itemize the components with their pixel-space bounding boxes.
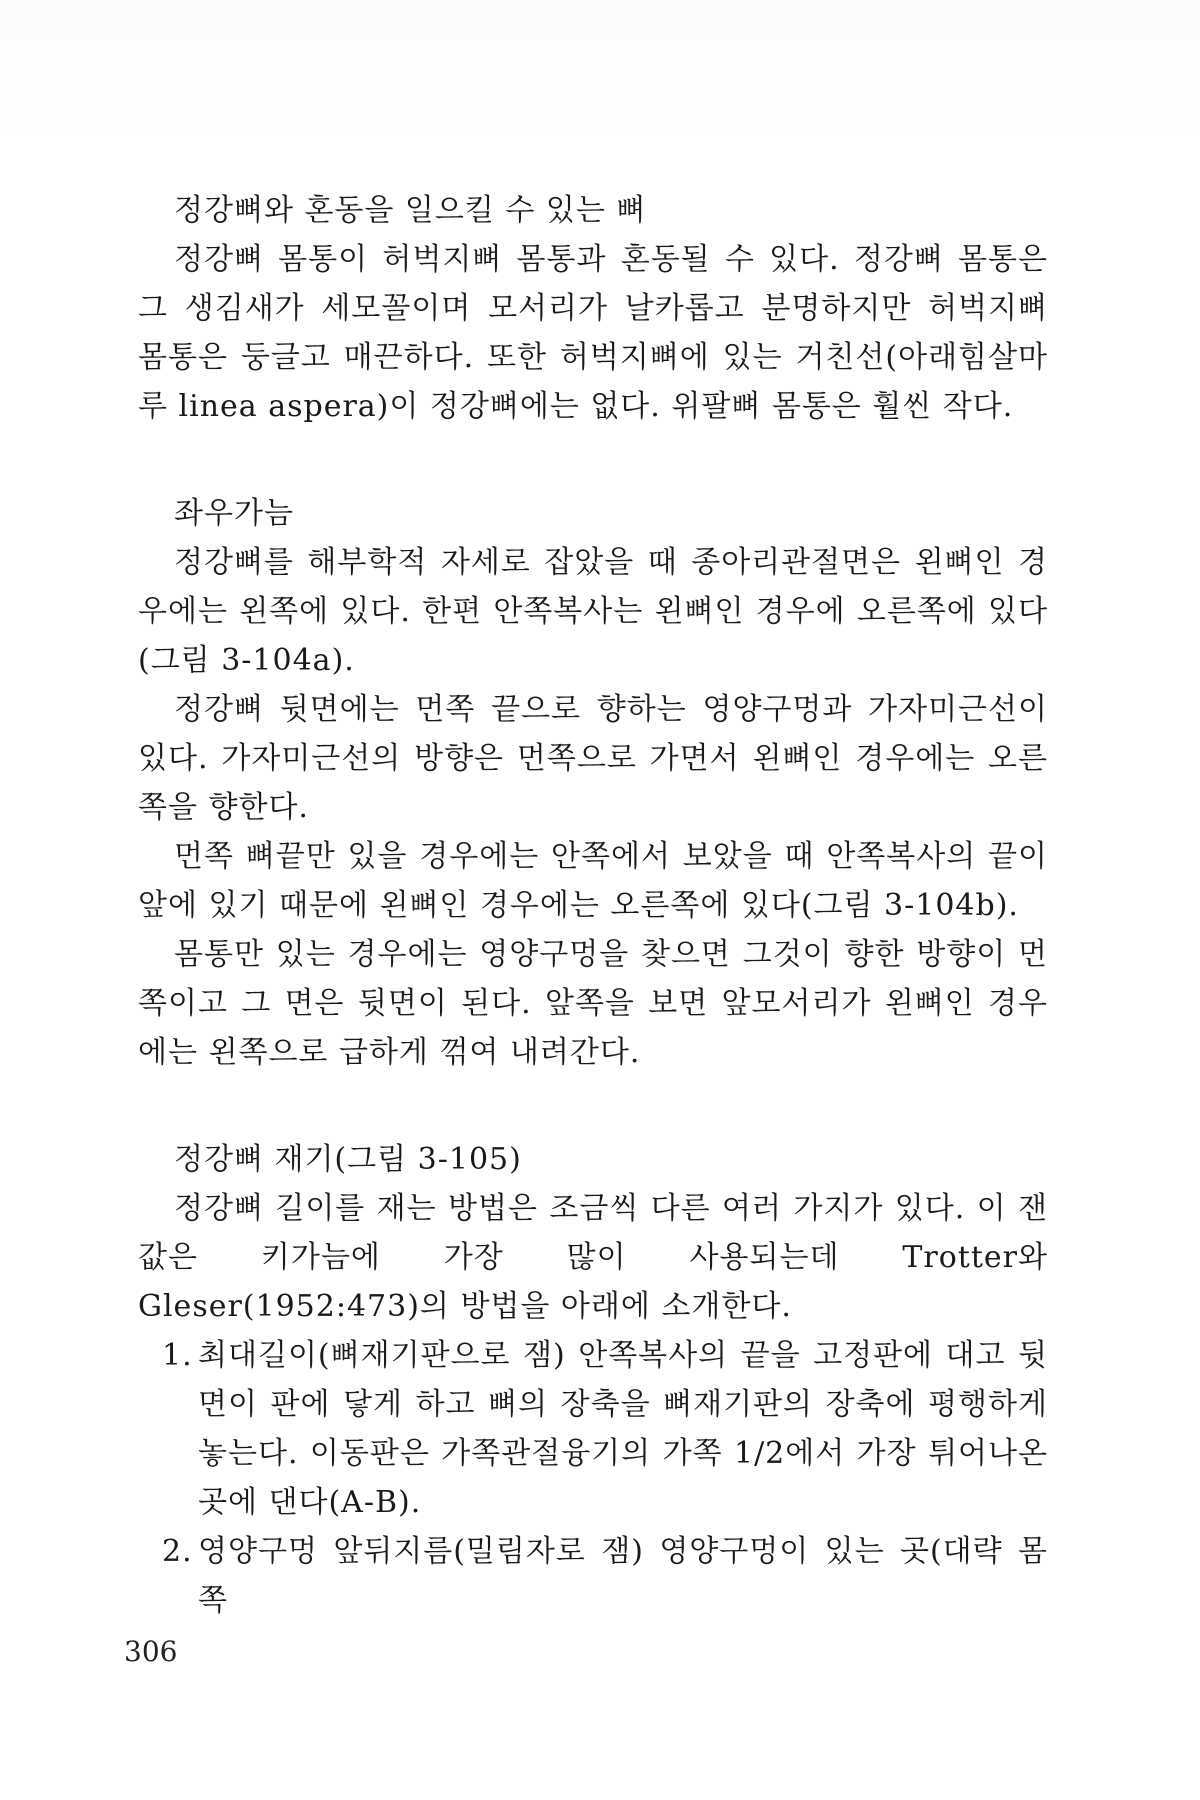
list-item bbox=[138, 1331, 1048, 1527]
list-item-number: 2. bbox=[162, 1534, 193, 1569]
list-item-text: 영양구멍 앞뒤지름(밀림자로 잼) 영양구멍이 있는 곳(대략 몸쪽 bbox=[198, 1534, 1048, 1618]
section-gap bbox=[138, 1077, 1048, 1135]
paragraph: 정강뼈 길이를 재는 방법은 조금씩 다른 여러 가지가 있다. 이 잰 값은 키가늠에 가장 많이 사용되는데 Trotter와 Gleser(1952:473)의 방법을 아래에 소개한다. bbox=[138, 1191, 1048, 1324]
page-content bbox=[138, 186, 1048, 1625]
list-item-text: 최대길이(뼈재기판으로 잼) 안쪽복사의 끝을 고정판에 대고 뒷면이 판에 닿게 하고 뼈의 장축을 뼈재기판의 장축에 평행하게 놓는다. 이동판은 가쪽관절융기의 가쪽 1/2에서 가장 튀어나온 곳에 댄다(A-B). bbox=[198, 1338, 1048, 1520]
list-item-number: 1. bbox=[162, 1338, 193, 1373]
paragraph: 정강뼈 몸통이 허벅지뼈 몸통과 혼동될 수 있다. 정강뼈 몸통은 그 생김새가 세모꼴이며 모서리가 날카롭고 분명하지만 허벅지뼈 몸통은 둥글고 매끈하다. 또한 허벅지뼈에 있는 거친선(아래힘살마루 linea aspera)이 정강뼈에는 없다. 위팔뼈 몸통은 훨씬 작다. bbox=[138, 242, 1048, 424]
paragraph: 정강뼈를 해부학적 자세로 잡았을 때 종아리관절면은 왼뼈인 경우에는 왼쪽에 있다. 한편 안쪽복사는 왼뼈인 경우에 오른쪽에 있다(그림 3-104a). bbox=[138, 545, 1048, 678]
measurement-list bbox=[138, 1331, 1048, 1625]
page-number: 306 bbox=[124, 1635, 178, 1668]
list-item bbox=[138, 1527, 1048, 1625]
section-heading-tibia-measurement: 정강뼈 재기(그림 3-105) bbox=[174, 1142, 522, 1177]
paragraph: 먼쪽 뼈끝만 있을 경우에는 안쪽에서 보았을 때 안쪽복사의 끝이 앞에 있기 때문에 왼뼈인 경우에는 오른쪽에 있다(그림 3-104b). bbox=[138, 839, 1048, 923]
paragraph: 정강뼈 뒷면에는 먼쪽 끝으로 향하는 영양구멍과 가자미근선이 있다. 가자미근선의 방향은 먼쪽으로 가면서 왼뼈인 경우에는 오른쪽을 향한다. bbox=[138, 692, 1048, 825]
section-heading-side-determination: 좌우가늠 bbox=[174, 496, 294, 531]
section-gap bbox=[138, 431, 1048, 489]
paragraph: 몸통만 있는 경우에는 영양구멍을 찾으면 그것이 향한 방향이 먼쪽이고 그 면은 뒷면이 된다. 앞쪽을 보면 앞모서리가 왼뼈인 경우에는 왼쪽으로 급하게 꺾여 내려간다. bbox=[138, 937, 1048, 1070]
section-heading-confusable-bones: 정강뼈와 혼동을 일으킬 수 있는 뼈 bbox=[174, 193, 647, 228]
